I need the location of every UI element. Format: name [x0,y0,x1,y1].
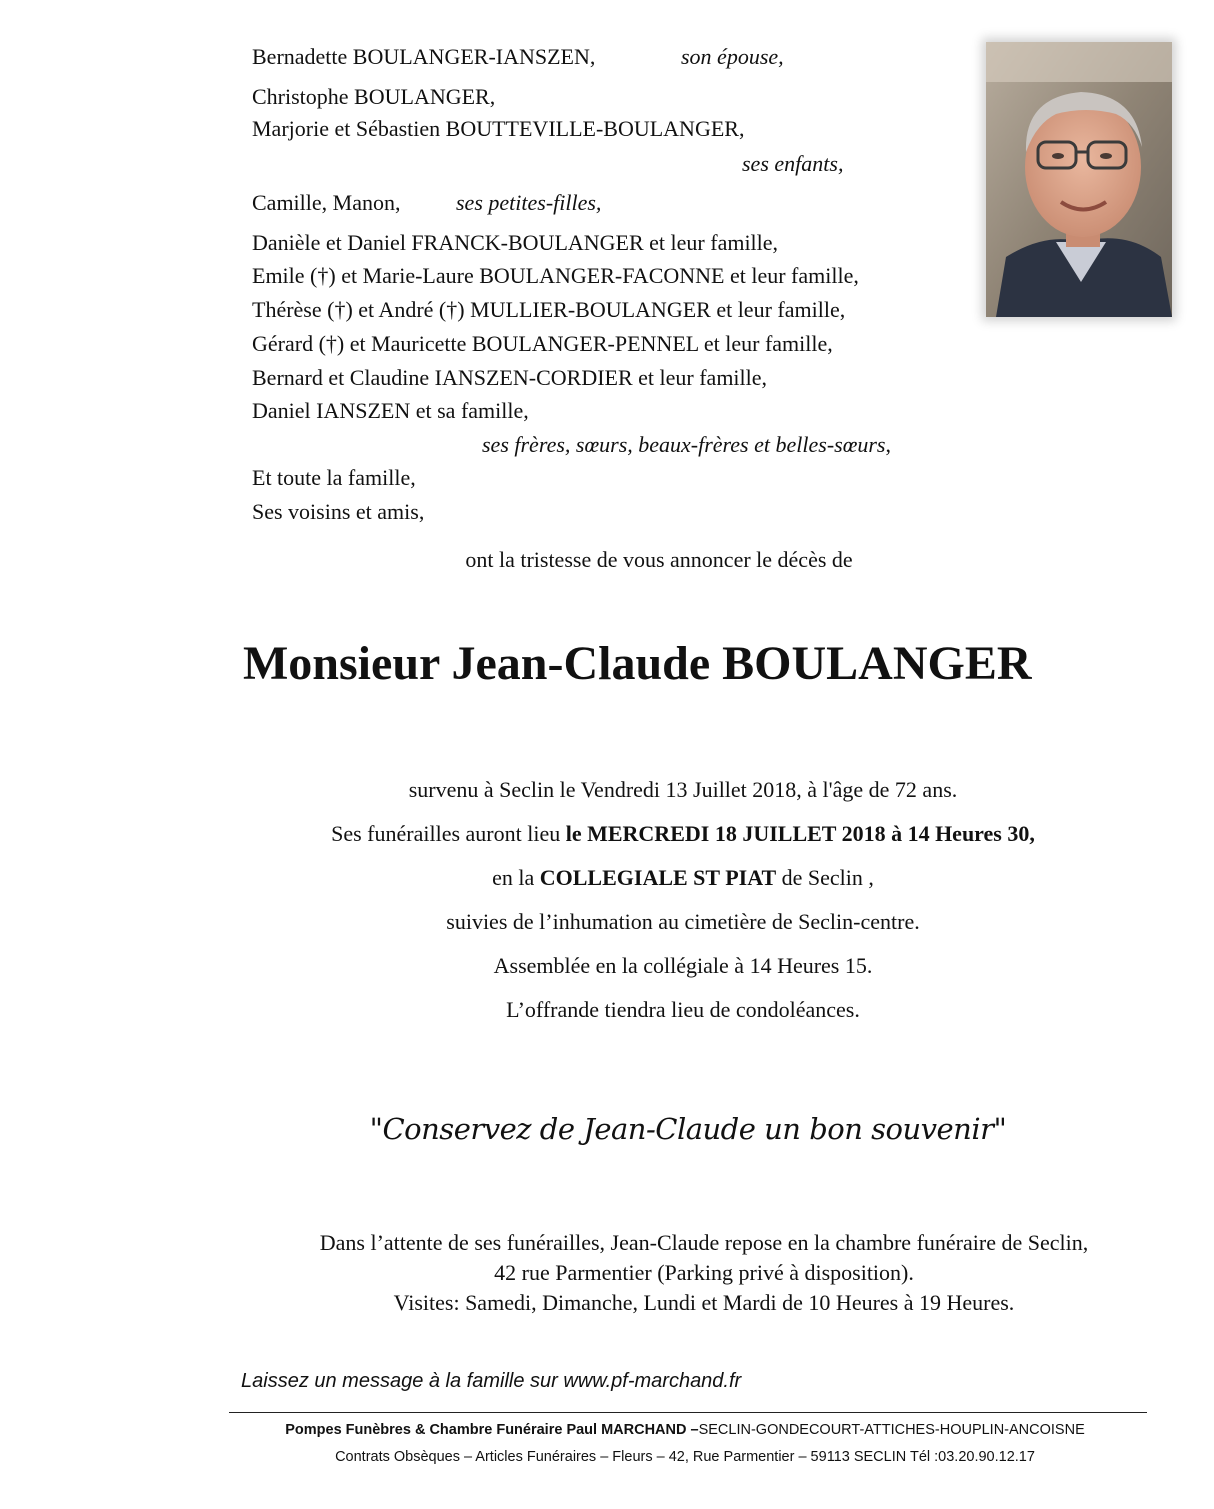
offering-line: L’offrande tiendra lieu de condoléances. [506,997,860,1022]
granddaughters-role: ses petites-filles, [456,190,602,215]
spouse-name: Bernadette BOULANGER-IANSZEN, [252,44,596,69]
death-line: survenu à Seclin le Vendredi 13 Juillet 2018, à l'âge de 72 ans. [408,777,958,802]
spouse-role: son épouse, [681,44,784,69]
family-message-link[interactable]: Laissez un message à la famille sur www.pf-marchand.fr [241,1370,742,1392]
sibling-5: Bernard et Claudine IANSZEN-CORDIER et leur famille, [252,365,768,390]
repose-line-3: Visites: Samedi, Dimanche, Lundi et Mardi de 10 Heures à 19 Heures. [393,1290,1015,1315]
sibling-3: Thérèse (†) et André (†) MULLIER-BOULANGER et leur famille, [252,297,846,322]
sibling-4: Gérard (†) et Mauricette BOULANGER-PENNEL et leur famille, [252,331,833,356]
children-role: ses enfants, [742,151,844,176]
child-1: Christophe BOULANGER, [252,84,496,109]
portrait-icon [986,42,1172,317]
footer-company-line [0,1422,1214,1438]
service-date: le MERCREDI 18 JUILLET 2018 à 14 Heures 30, [565,821,1035,846]
granddaughters: Camille, Manon, [252,190,401,215]
place-line [76,865,1214,891]
service-prefix: Ses funérailles auront lieu [331,821,566,846]
assembly-line: Assemblée en la collégiale à 14 Heures 15. [493,953,873,978]
memorial-quote: "Conservez de Jean-Claude un bon souvenir" [369,1112,1007,1146]
whole-family: Et toute la famille, [252,465,416,490]
sibling-6: Daniel IANSZEN et sa famille, [252,398,529,423]
deceased-name: Monsieur Jean-Claude BOULANGER [243,637,1032,690]
repose-line-1: Dans l’attente de ses funérailles, Jean-Claude repose en la chambre funéraire de Seclin, [319,1230,1089,1255]
sibling-2: Emile (†) et Marie-Laure BOULANGER-FACONNE et leur famille, [252,263,859,288]
place-suffix: de Seclin , [776,865,874,890]
footer-towns: SECLIN-GONDECOURT-ATTICHES-HOUPLIN-ANCOISNE [698,1422,1085,1438]
announcement: ont la tristesse de vous annoncer le décès de [465,547,853,572]
repose-line-2: 42 rue Parmentier (Parking privé à disposition). [494,1260,914,1285]
footer-divider [229,1412,1147,1413]
place-prefix: en la [492,865,540,890]
siblings-role-comma: , [885,432,891,457]
spouse-line [252,46,595,68]
sibling-1: Danièle et Daniel FRANCK-BOULANGER et leur famille, [252,230,779,255]
siblings-role-line [482,434,891,456]
footer-company: Pompes Funèbres & Chambre Funéraire Paul MARCHAND – [285,1422,699,1438]
burial-line: suivies de l’inhumation au cimetière de Seclin-centre. [446,909,920,934]
portrait-photo [986,42,1172,317]
neighbours: Ses voisins et amis, [252,499,425,524]
siblings-role: ses frères, sœurs, beaux-frères et belles-sœurs [482,432,886,457]
place-name: COLLEGIALE ST PIAT [539,865,777,890]
service-line [76,821,1214,847]
child-2: Marjorie et Sébastien BOUTTEVILLE-BOULANGER, [252,116,745,141]
footer-services: Contrats Obsèques – Articles Funéraires – Fleurs – 42, Rue Parmentier – 59113 SECLIN Tél :03.20.90.12.17 [335,1449,1035,1465]
